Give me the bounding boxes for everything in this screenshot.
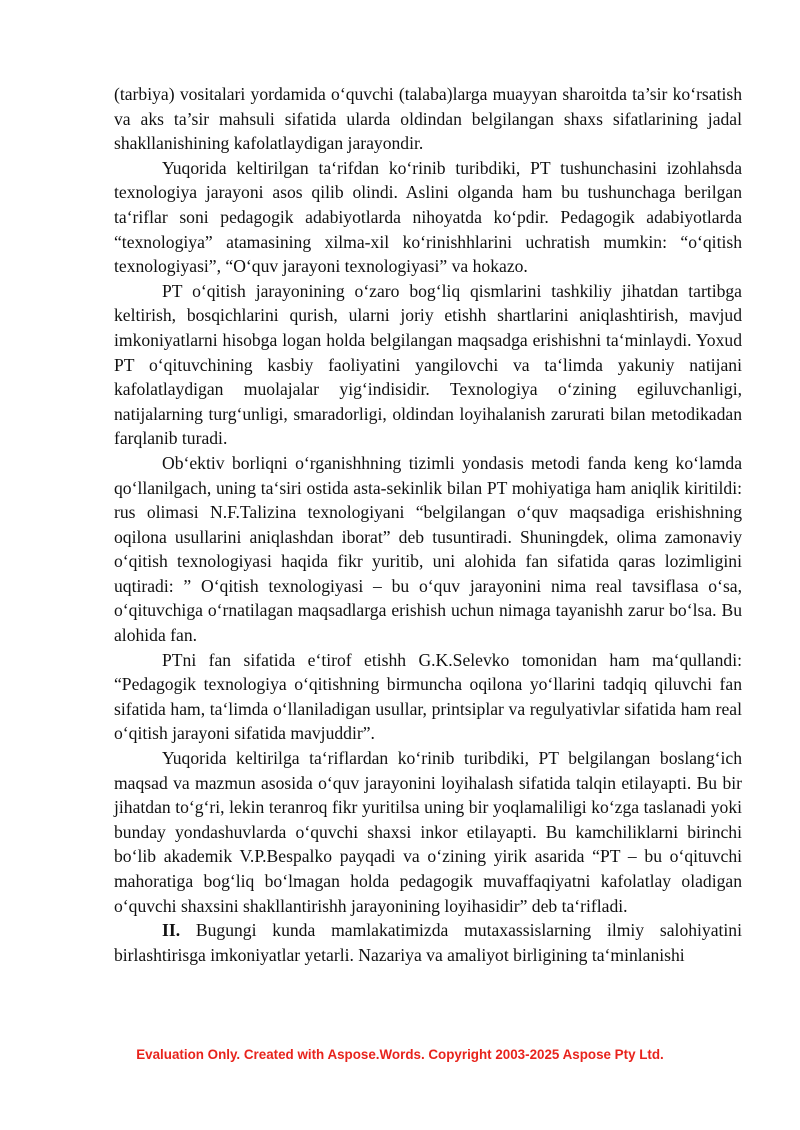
paragraph-6 <box>114 746 742 918</box>
paragraph-text: (tarbiya) vositalari yordamida o‘quvchi (talaba)larga muayyan sharoitda ta’sir ko‘rsatish va aks ta’sir mahsuli sifatida ularda oldindan belgilangan shaxs sifatlarining jadal shakllanishining kafolatlaydigan jarayondir. <box>114 84 742 154</box>
evaluation-watermark: Evaluation Only. Created with Aspose.Words. Copyright 2003-2025 Aspose Pty Ltd. <box>136 1047 664 1062</box>
paragraph-1 <box>114 82 742 156</box>
section-number: II. <box>162 920 181 941</box>
paragraph-text: Yuqorida keltirilga ta‘riflardan ko‘rinib turibdiki, PT belgilangan boslang‘ich maqsad va mazmun asosida o‘quv jarayonini loyihalash sifatida talqin etilayapti. Bu bir jihatdan to‘g‘ri, lekin teranroq fikr yuritilsa uning bir yoqlamaliligi ko‘zga taslanadi yoki bunday yondashuvlarda o‘quvchi shaxsi inkor etilayapti. Bu kamchiliklarni birinchi bo‘lib akademik V.P.Bespalko payqadi va o‘zining yirik asarida “PT – bu o‘qituvchi mahoratiga bog‘liq bo‘lmagan holda pedagogik muvaffaqiyatni kafolatlay oladigan o‘quvchi shaxsini shakllantirishh jarayonining loyihasidir” deb ta‘rifladi. <box>114 748 742 916</box>
paragraph-7 <box>114 918 742 967</box>
paragraph-text: Yuqorida keltirilgan ta‘rifdan ko‘rinib turibdiki, PT tushunchasini izohlahsda texnologiya jarayoni asos qilib olindi. Aslini olganda ham bu tushunchaga berilgan ta‘riflar soni pedagogik adabiyotlarda nihoyatda ko‘pdir. Pedagogik adabiyotlarda “texnologiya” atamasining xilma-xil ko‘rinishhlarini uchratish mumkin: “o‘qitish texnologiyasi”, “O‘quv jarayoni texnologiyasi” va hokazo. <box>114 157 742 277</box>
document-body <box>114 82 742 967</box>
paragraph-text: Ob‘ektiv borliqni o‘rganishhning tizimli yondasis metodi fanda keng ko‘lamda qo‘llanilgach, uning ta‘siri ostida asta-sekinlik bilan PT mohiyatiga ham aniqlik kiritildi: rus olimasi N.F.Talizina texnologiyani “belgilangan o‘quv maqsadiga erishishning oqilona usullarini aniqlashdan iborat” deb tusuntiradi. Shuningdek, olima zamonaviy o‘qitish texnologiyasi haqida fikr yuritib, uni alohida fan sifatida qaras lozimligini uqtiradi: ” O‘qitish texnologiyasi – bu o‘quv jarayonini nima real tavsiflasa o‘sa, o‘qituvchiga o‘rnatilagan maqsadlarga erishish uchun nimaga tayanishh zarur bo‘lsa. Bu alohida fan. <box>114 452 742 646</box>
paragraph-text: PTni fan sifatida e‘tirof etishh G.K.Selevko tomonidan ham ma‘qullandi: “Pedagogik texnologiya o‘qitishning birmuncha oqilona yo‘llarini tadqiq qiluvchi fan sifatida ham, ta‘limda o‘llaniladigan usullar, printsiplar va regulyativlar sifatida ham real o‘qitish jarayoni sifatida mavjuddir”. <box>114 649 742 744</box>
paragraph-4 <box>114 451 742 648</box>
paragraph-text: Bugungi kunda mamlakatimizda mutaxassislarning ilmiy salohiyatini birlashtirisga imkoniyatlar yetarli. Nazariya va amaliyot birligining ta‘minlanishi <box>114 920 742 965</box>
paragraph-2 <box>114 156 742 279</box>
paragraph-5 <box>114 648 742 746</box>
paragraph-text: PT o‘qitish jarayonining o‘zaro bog‘liq qismlarini tashkiliy jihatdan tartibga keltirish, bosqichlarini qurish, ularni joriy etishh shartlarini aniqlashtirish, mavjud imkoniyatlarni hisobga logan holda belgilangan maqsadga erishishni ta‘minlaydi. Yoxud PT o‘qituvchining kasbiy faoliyatini yangilovchi va ta‘limda yakuniy natijani kafolatlaydigan muolajalar yig‘indisidir. Texnologiya o‘zining egiluvchanligi, natijalarning turg‘unligi, smaradorligi, oldindan loyihalanish zarurati bilan metodikadan farqlanib turadi. <box>114 280 742 449</box>
paragraph-3 <box>114 279 742 451</box>
